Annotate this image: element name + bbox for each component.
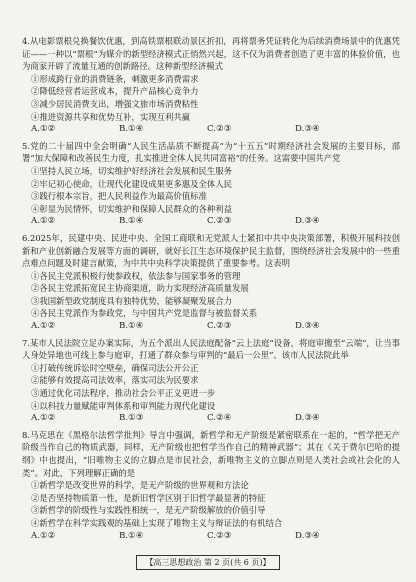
choice-b: B.①③ <box>119 413 144 424</box>
option-item: ②牢记初心使命，让现代化建设成果更多惠及全体人民 <box>31 178 232 189</box>
question-4 <box>22 35 400 136</box>
option-item: ②各民主党派拓宽民主协商渠道，助力实现经济高质量发展 <box>31 283 249 294</box>
choice-a: A.①② <box>31 413 56 424</box>
option-list <box>22 73 400 123</box>
option-item: ①形成跨行业的消费链条，刺激更多消费需求 <box>31 73 199 84</box>
answer-choices <box>22 320 400 333</box>
choice-b: B.①④ <box>119 530 144 541</box>
question-8 <box>22 429 400 542</box>
option-item: ④推进资源共享和优势互补，实现互利共赢 <box>31 111 191 122</box>
choice-c: C.②④ <box>207 413 232 424</box>
option-list <box>22 270 400 320</box>
option-item: ③通过优化司法程序，推动社会公平正义更进一步 <box>31 388 216 399</box>
page-number-label: 【高三思想政治 第 2 页(共 6 页)】 <box>136 555 279 570</box>
question-6 <box>22 232 400 333</box>
question-7 <box>22 337 400 425</box>
option-item: ①各民主党派积极行使参政权，依法参与国家事务的管理 <box>31 270 241 281</box>
option-item: ③减少居民消费支出，增强文旅市场消费粘性 <box>31 98 199 109</box>
choice-a: A.①② <box>31 216 56 227</box>
option-item: ①新哲学是改变世界的科学，是无产阶级的世界观和方法论 <box>31 480 249 491</box>
choice-d: D.③④ <box>295 530 320 541</box>
question-stem: 4.从电影票根兑换餐饮优惠，到高铁票根联动景区折扣，再将票务凭证转化为后续消费场景中的优惠凭证——一种以“票根”为媒介的新型经济模式正悄然兴起，这不仅为消费者创造了更丰富的体验价值，也为商家开辟了流量互通的创新路径。这种新型经济模式 <box>22 36 400 72</box>
choice-a: A.①② <box>31 321 56 332</box>
choice-b: B.①④ <box>119 321 144 332</box>
option-item: ②降低经营者运营成本，提升产品核心竞争力 <box>31 86 199 97</box>
choice-a: A.①② <box>31 124 56 135</box>
question-stem: 6.2025年，民建中央、民进中央、全国工商联和无党派人士紧扣中共中央决策部署，积极开展科技创新和产业创新融合发展等方面的调研，就好长江生态环境保护民主监督，围绕经济社会发展中的一些重点难点问题及时建言献策，为中共中央科学决策提供了重要参考。这表明 <box>22 232 400 269</box>
choice-a: A.①② <box>31 530 56 541</box>
question-5 <box>22 140 400 228</box>
option-list <box>22 165 400 215</box>
choice-d: D.③④ <box>295 124 320 135</box>
question-stem: 8.马克思在《黑格尔法哲学批判》导言中强调，新哲学和无产阶级是紧密联系在一起的，“哲学把无产阶级当作自己的物质武器，同样，无产阶级也把哲学当作自己的精神武器”；其在《关于费尔巴哈的提纲》中也提出，“旧唯物主义的立脚点是市民社会，新唯物主义的立脚点则是人类社会或社会化的人类”。对此，下列理解正确的是 <box>22 429 400 478</box>
option-item: ②能够有效提高司法效率，落实司法为民要求 <box>31 375 199 386</box>
question-stem: 7.某市人民法院立足办案实际，为五个派出人民法庭配备“云上法庭”设备，将庭审搬至“云端”，让当事人身处异地也可线上参与庭审，打通了群众参与审判的“最后一公里”。该市人民法院此举 <box>22 337 400 361</box>
answer-choices <box>22 123 400 136</box>
choice-c: C.②③ <box>207 530 232 541</box>
choice-d: D.③④ <box>295 216 320 227</box>
option-item: ④各民主党派作为参政党，与中国共产党是监督与被监督关系 <box>31 308 258 319</box>
question-stem: 5.党的二十届四中全会明确“人民生活品质不断提高”为“十五五”时期经济社会发展的主要目标，部署“加大保障和改善民生力度，扎实推进全体人民共同富裕”的任务。这需要中国共产党 <box>22 140 400 164</box>
option-item: ③我国新型政党制度具有独特优势，能够凝聚发展合力 <box>31 295 232 306</box>
choice-c: C.②③ <box>207 321 232 332</box>
choice-d: D.③④ <box>295 413 320 424</box>
answer-choices <box>22 412 400 425</box>
choice-c: C.②③ <box>207 216 232 227</box>
option-item: ④彰显为民情怀，切实维护和保障人民群众的各种利益 <box>31 203 232 214</box>
choice-b: B.①④ <box>119 124 144 135</box>
page-footer <box>0 555 416 570</box>
option-item: ①坚持人民立场，切实维护好经济社会发展和民生服务 <box>31 165 232 176</box>
option-item: ③新哲学的阶级性与实践性相统一，是无产阶级解放的价值引导 <box>31 505 266 516</box>
option-item: ④以科技力量赋能审判体系和审判能力现代化建设 <box>31 400 216 411</box>
choice-b: B.①④ <box>119 216 144 227</box>
choice-c: C.②③ <box>207 124 232 135</box>
answer-choices <box>22 530 400 543</box>
option-list <box>22 362 400 412</box>
option-item: ②是否坚持物质第一性，是新旧哲学区别于旧哲学最显著的特征 <box>31 492 266 503</box>
answer-choices <box>22 215 400 228</box>
option-item: ③践行根本宗旨，把人民利益作为最高价值标准 <box>31 191 207 202</box>
option-item: ④新哲学在科学实践观的基础上实现了唯物主义与辩证法的有机结合 <box>31 517 283 528</box>
choice-d: D.③④ <box>295 321 320 332</box>
option-list <box>22 479 400 529</box>
option-item: ①打破传统诉讼时空壁垒，确保司法公开公正 <box>31 362 199 373</box>
